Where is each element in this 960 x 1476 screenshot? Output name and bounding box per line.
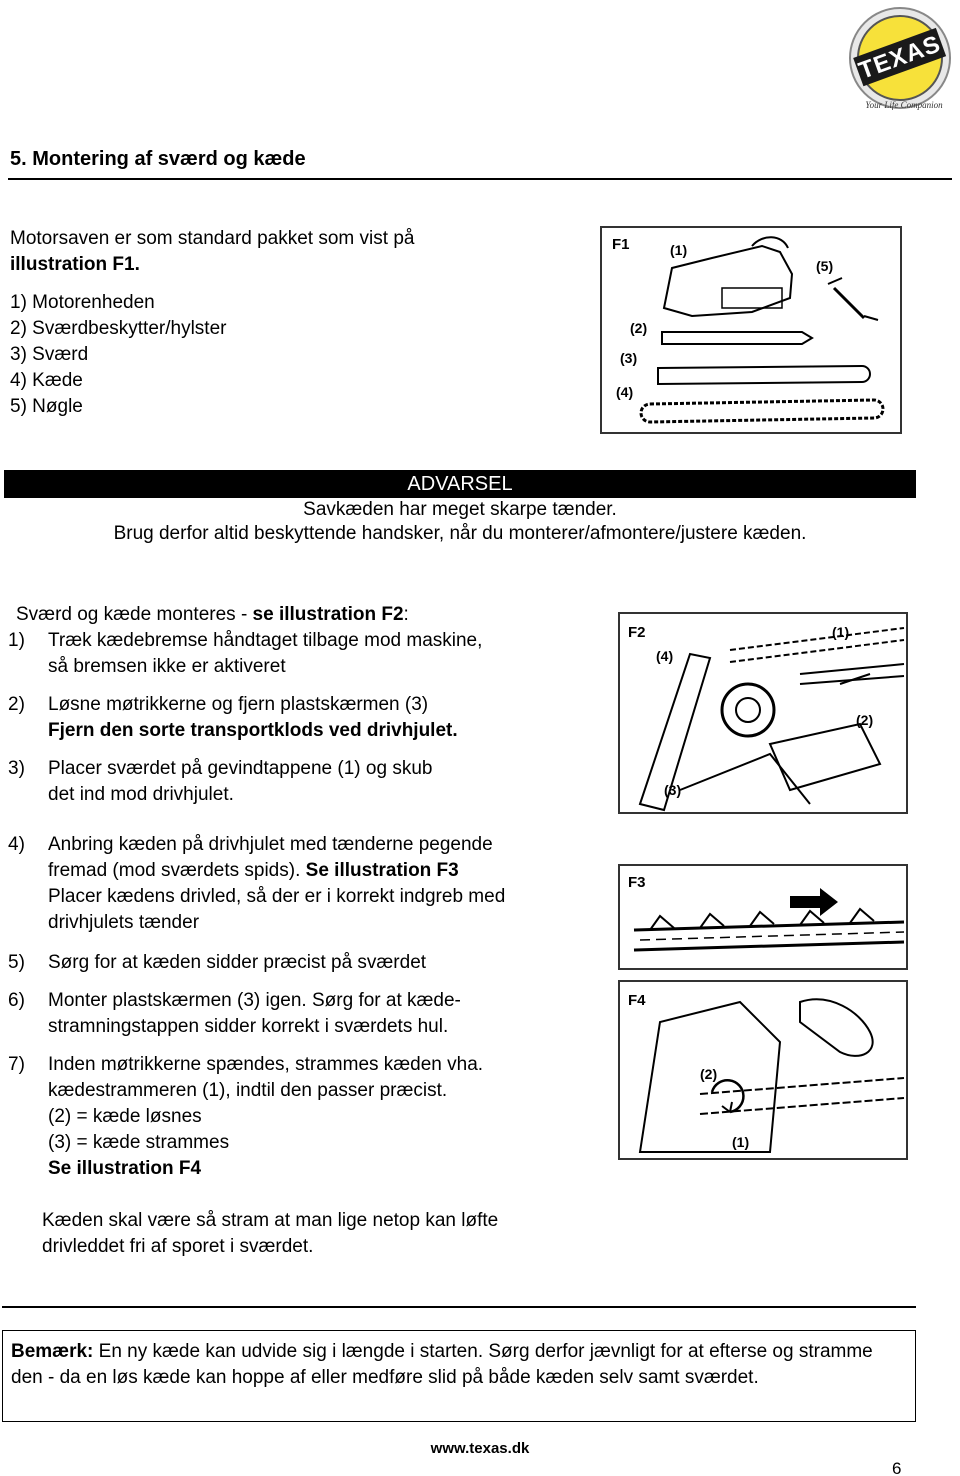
footer-url: www.texas.dk: [430, 1440, 530, 1457]
callout: (5): [816, 258, 834, 274]
chainsaw-parts-illustration: [602, 228, 900, 432]
step-number: 1): [8, 630, 25, 651]
callout: (1): [832, 624, 850, 640]
callout: (3): [664, 782, 682, 798]
note-rule: [2, 1306, 916, 1308]
note-label: Bemærk:: [11, 1341, 94, 1362]
step-line: stramningstappen sidder korrekt i sværdets hul.: [48, 1016, 449, 1037]
step-line: Placer sværdet på gevindtappene (1) og skub: [48, 758, 433, 779]
assembly-intro-text: Sværd og kæde monteres -: [16, 604, 253, 625]
warning-box: [4, 470, 916, 550]
intro-block: [10, 226, 570, 420]
figure-f1: [600, 226, 902, 434]
list-item: 3) Sværd: [10, 344, 89, 365]
figure-label: F4: [628, 992, 646, 1009]
list-item: 1) Motorenheden: [10, 292, 155, 313]
chain-direction-illustration: [620, 866, 906, 968]
step-line: Inden møtrikkerne spændes, strammes kæden vha.: [48, 1054, 484, 1075]
step-line: drivhjulets tænder: [48, 912, 200, 933]
figure-label: F2: [628, 624, 646, 641]
warning-line-2: Brug derfor altid beskyttende handsker, når du monterer/afmontere/justere kæden.: [113, 523, 807, 544]
step-text: [48, 756, 432, 808]
step-line: Monter plastskærmen (3) igen. Sørg for at kæde-: [48, 990, 461, 1011]
warning-text: [4, 498, 916, 546]
step-line: Anbring kæden på drivhjulet med tænderne pegende: [48, 834, 493, 855]
arrow-right-icon: [790, 888, 838, 916]
figure-f2: [618, 612, 908, 814]
note-box: [2, 1330, 916, 1422]
header-rule: [8, 178, 952, 180]
assembly-intro-colon: :: [403, 604, 409, 625]
tension-line: Kæden skal være så stram at man lige netop kan løfte: [42, 1210, 499, 1231]
warning-title: ADVARSEL: [4, 470, 916, 498]
step-text: [48, 1052, 483, 1182]
callout: (2): [630, 320, 648, 336]
callout: (4): [616, 384, 634, 400]
step-number: 3): [8, 758, 25, 779]
figure-f3: [618, 864, 908, 970]
step-line: (3) = kæde strammes: [48, 1132, 230, 1153]
step-number: 4): [8, 834, 25, 855]
warning-line-1: Savkæden har meget skarpe tænder.: [303, 499, 617, 520]
step-line-part: fremad (mod sværdets spids).: [48, 860, 306, 881]
parts-list: [10, 290, 570, 420]
callout: (3): [620, 350, 638, 366]
figure-label: F3: [628, 874, 646, 891]
intro-line-2: illustration F1.: [10, 254, 140, 275]
step-text: [48, 628, 482, 680]
callout: (2): [856, 712, 874, 728]
tension-note: [42, 1208, 498, 1260]
callout: (1): [732, 1134, 750, 1150]
figure-label: F1: [612, 236, 630, 253]
step-reference: Se illustration F3: [305, 860, 459, 881]
tension-line: drivleddet fri af sporet i sværdet.: [42, 1236, 314, 1257]
list-item: 2) Sværdbeskytter/hylster: [10, 318, 227, 339]
step-line: Løsne møtrikkerne og fjern plastskærmen (3): [48, 694, 429, 715]
callout: (1): [670, 242, 688, 258]
callout: (2): [700, 1066, 718, 1082]
step-line: det ind mod drivhjulet.: [48, 784, 234, 805]
step-line: (2) = kæde løsnes: [48, 1106, 202, 1127]
assembly-intro-ref: se illustration F2: [252, 604, 404, 625]
intro-line-1: Motorsaven er som standard pakket som vist på: [10, 228, 415, 249]
step-line: Sørg for at kæden sidder præcist på sværdet: [48, 952, 427, 973]
note-text: En ny kæde kan udvide sig i længde i starten. Sørg derfor jævnligt for at efterse og stramme den - da en løs kæde kan hoppe af eller medføre slid på både kæden selv samt sværdet.: [11, 1341, 873, 1388]
section-title: 5. Montering af sværd og kæde: [10, 148, 306, 170]
step-number: 6): [8, 990, 25, 1011]
step-number: 5): [8, 952, 25, 973]
step-line: kædestrammeren (1), indtil den passer præcist.: [48, 1080, 448, 1101]
logo-brand: TEXAS: [855, 30, 945, 85]
step-number: 2): [8, 694, 25, 715]
list-item: 4) Kæde: [10, 370, 83, 391]
step-text: [48, 832, 505, 936]
texas-logo: [842, 4, 958, 114]
step-text: [48, 692, 458, 744]
assembly-intro: [16, 602, 409, 628]
page-number: 6: [892, 1459, 902, 1476]
step-line: [48, 858, 505, 884]
step-line: Placer kædens drivled, så der er i korrekt indgreb med: [48, 886, 506, 907]
callout: (4): [656, 648, 674, 664]
step-text: [48, 950, 426, 976]
step-line: Træk kædebremse håndtaget tilbage mod maskine,: [48, 630, 483, 651]
logo-tagline: Your Life Companion: [865, 100, 943, 110]
figure-f4: [618, 980, 908, 1160]
step-line: så bremsen ikke er aktiveret: [48, 656, 286, 677]
step-number: 7): [8, 1054, 25, 1075]
chain-tension-illustration: [620, 982, 906, 1158]
step-text: [48, 988, 461, 1040]
list-item: 5) Nøgle: [10, 396, 83, 417]
step-reference: Se illustration F4: [48, 1158, 202, 1179]
step-line: Fjern den sorte transportklods ved drivhjulet.: [48, 720, 458, 741]
